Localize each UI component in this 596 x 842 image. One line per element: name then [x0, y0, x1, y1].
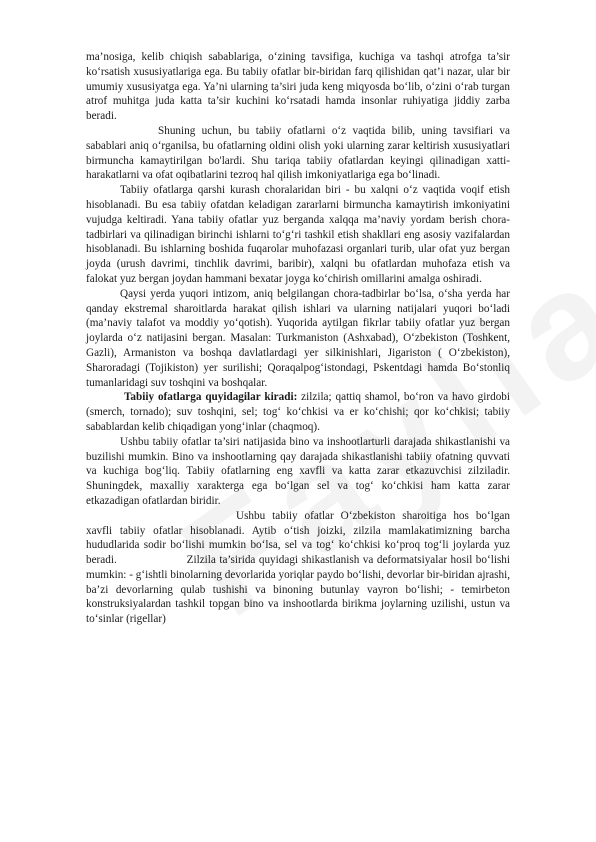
paragraph-7: Ushbu tabiiy ofatlar O‘zbekiston sharoitiga hos bo‘lgan xavfli tabiiy ofatlar hisoblanadi. Aytib o‘tish joizki, zilzila mamlakatimizning barcha hududlarida sodir bo‘lishi mumkin bo‘lsa, sel va tog‘ ko‘chkisi ko‘proq tog‘li joylarda yuz beradi. Zilzila ta’sirida quyidagi shikastlanish va deformatsiyalar hosil bo‘lishi mumkin: - g‘ishtli binolarning devorlarida yoriqlar paydo bo‘lishi, devorlar bir-biridan ajrashi, ba’zi devorlarning qulab tushishi va binoning butunlay vayron bo‘lishi; - temirbeton konstruksiyalardan tashkil topgan bino va inshootlarda birikma joylarning uzilishi, ustun va to‘sinlar (rigellar) — [86, 509, 513, 626]
paragraph-5-heading: Tabiiy ofatlarga quyidagilar kiradi: — [124, 391, 298, 404]
paragraph-5-text: zilzila; qattiq shamol, bo‘ron va havo girdobi (smerch, tornado); suv toshqini, sel; tog‘ ko‘chkisi va er ko‘chishi; qor ko‘chkisi; tabiiy sabablardan kelib chiqadigan yong‘inlar (chaqmoq). — [86, 391, 510, 433]
paragraph-1: ma’nosiga, kelib chiqish sabablariga, o‘zining tavsifiga, kuchiga va tashqi atrofga ta’sir ko‘rsatish xususiyatlariga ega. Bu tabiiy ofatlar bir-biridan farq qilishidan qat’i nazar, ular bir umumiy xususiyatga ega. Ya’ni ularning ta’siri juda keng miqyosda bo‘lib, o‘zini o‘rab turgan atrof muhitga juda katta ta’sir kuchini ko‘rsatadi hamda insonlar ruhiyatiga jiddiy zarba beradi. — [86, 51, 510, 123]
document-body — [86, 50, 513, 627]
paragraph-2: Shuning uchun, bu tabiiy ofatlarni o‘z vaqtida bilib, uning tavsifiari va sabablari aniq o‘rganilsa, bu ofatlarning oldini olish yoki ularning zarar keltirish xususiyatlari birmuncha kamaytirilgan bo'lardi. Shu tariqa tabiiy ofatlardan keyingi qilinadigan xatti-harakatlarni va ofat oqibatlarini tezroq hal qilish imkoniyatlariga ega bo‘linadi. — [86, 124, 510, 182]
paragraph-4: Qaysi yerda yuqori intizom, aniq belgilangan chora-tadbirlar bo‘lsa, o‘sha yerda har qanday ekstremal sharoitlarda harakat qilish ishlari va ularning natijalari yuqori bo‘ladi (ma’naviy talafot va moddiy yo‘qotish). Yuqorida aytilgan fikrlar tabiiy ofatlar yuz bergan joylarda o‘z natijasini bergan. Masalan: Turkmaniston (Ashxabad), O‘zbekiston (Toshkent, Gazli), Armaniston va boshqa davlatlardagi yer silkinishlari, Jigariston ( O‘zbekiston), Sharoradagi (Tojikiston) yer surilishi; Qoraqalpog‘istondagi, Pskentdagi hamda Bo‘stonliq tumanlaridagi suv toshqini va boshqalar. — [86, 287, 510, 389]
paragraph-6: Ushbu tabiiy ofatlar ta’siri natijasida bino va inshootlarturli darajada shikastlanishi va buzilishi mumkin. Bino va inshootlarning qay darajada shikastlanishi tabiiy ofatning quvvati va kuchiga bog‘liq. Tabiiy ofatlarning eng xavfli va katta zarar etkazuvchisi zilziladir. Shuningdek, maxalliy xarakterga ega bo‘lgan sel va tog‘ ko‘chkisi ham katta zarar etkazadigan ofatlardan biridir. — [86, 435, 510, 507]
paragraph-5 — [86, 390, 510, 434]
paragraph-3: Tabiiy ofatlarga qarshi kurash choralaridan biri - bu xalqni o‘z vaqtida voqif etish hisoblanadi. Bu esa tabiiy ofatdan keladigan zararlarni birmuncha kamaytirish imkoniyatini vujudga keltiradi. Yana tabiiy ofatlar yuz berganda xalqqa ma’naviy yordam berish chora-tadbirlari va qilinadigan birinchi ishlarni to‘g‘ri tashkil etish shakllari eng asosiy vazifalardan hisoblanadi. Bu ishlarning boshida fuqarolar muhofazasi organlari turib, ular ofat yuz bergan joyda (urush davrimi, tinchlik davrimi, baribir), xalqni bu ofatlardan muhofaza etish va falokat yuz bergan joydan hammani bexatar joyga ko‘chirish omillarini amalga oshiradi. — [86, 184, 510, 285]
